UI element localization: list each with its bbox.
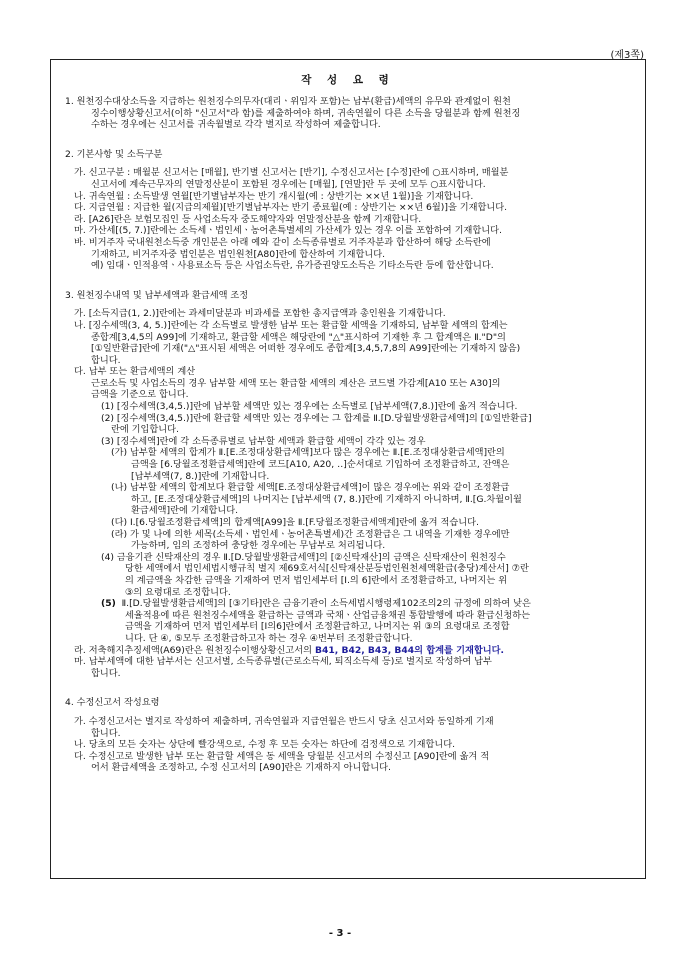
text-line: (가) 납부할 세액의 합계가 Ⅱ.[E.조정대상환급세액]보다 많은 경우에는 Ⅱ.[E.조정대상환급세액]란의 bbox=[111, 447, 505, 459]
section-title: 2. 기본사항 및 소득구분 bbox=[65, 148, 163, 160]
text-line: (1) [징수세액(3,4,5.)]란에 납부할 세액만 있는 경우에는 소득별로 [납부세액(7,8.)]란에 옮겨 적습니다. bbox=[101, 401, 518, 413]
text-line: 기재하고, 비거주자중 법인분은 법인원천[A80]란에 합산하여 기재합니다. bbox=[91, 248, 386, 260]
text-line: 나. 당초의 모든 숫자는 상단에 빨강색으로, 수정 후 모든 숫자는 하단에 검정색으로 기재합니다. bbox=[74, 739, 456, 751]
section-3 bbox=[65, 290, 635, 680]
document-heading: 작 성 요 령 bbox=[301, 74, 395, 86]
text-line: 마. 가산세[(5, 7.)]란에는 소득세ㆍ법인세ㆍ농어촌특별세의 가산세가 있는 경우 이를 포함하여 기재합니다. bbox=[74, 225, 502, 237]
text-line: 금액을 [6.당월조정환급세액]란에 코드[A10, A20, ‥]순서대로 기입하여 조정환급하고, 잔액은 bbox=[131, 459, 510, 471]
item-5-marker: (5) bbox=[101, 598, 116, 610]
page-number: - 3 - bbox=[328, 928, 352, 939]
text-line: 다. 지급연월 : 지급한 월(지급의제월)[반기별납부자는 반기 종료월(예 : 상반기는 ××년 6월)]을 기재합니다. bbox=[74, 202, 508, 214]
text-line: 마. 납부세액에 대한 납부서는 신고서별, 소득종류별(근로소득세, 퇴직소득세 등)로 별지로 작성하여 납부 bbox=[74, 656, 492, 668]
text-line: 세율적용에 따른 원천징수세액을 환급하는 금액과 국채ㆍ산업금융채권 통합발행에 따라 환급신청하는 bbox=[125, 609, 530, 621]
text-line: 어서 환급세액을 조정하고, 수정 신고서의 [A90]란은 기재하지 아니합니다. bbox=[91, 762, 391, 774]
highlight-text: B41, B42, B43, B44의 합계를 기재합니다. bbox=[314, 644, 504, 656]
text-line: 가. [소득지급(1, 2.)]란에는 과세미달분과 비과세를 포함한 총지급액과 총인원을 기재합니다. bbox=[74, 308, 446, 320]
text-line-part: 라. 저축해지추징세액(A69)란은 원천징수이행상황신고서의 bbox=[74, 644, 315, 656]
text-line: [납부세액(7, 8.)]란에 기재합니다. bbox=[131, 470, 270, 482]
text-line: 예) 임대ㆍ인적용역ㆍ사용료소득 등은 사업소득란, 유가증권양도소득은 기타소득란 등에 합산합니다. bbox=[91, 260, 494, 272]
text-line: 가. 수정신고서는 별지로 작성하여 제출하며, 귀속연월과 지급연월은 반드시 당초 신고서와 동일하게 기재 bbox=[74, 715, 494, 727]
instruction-content bbox=[65, 96, 635, 774]
text-line: 다. 수정신고로 발생한 납부 또는 환급할 세액은 동 세액을 당월분 신고서의 수정신고 [A90]란에 옮겨 적 bbox=[74, 750, 490, 762]
text-line: 금액을 기준으로 합니다. bbox=[91, 389, 189, 401]
text-line: 의 계금액을 차감한 금액을 기재하여 먼저 법인세부터 [Ⅰ.의 6]란에서 조정환급하고, 나머지는 위 bbox=[125, 574, 508, 586]
text-line: 환급세액]란에 기재합니다. bbox=[131, 505, 239, 517]
text-line: 근로소득 및 사업소득의 경우 납부할 세액 또는 환급할 세액의 계산은 코드별 가감계[A10 또는 A30]의 bbox=[91, 377, 501, 389]
text-line: (라) 가 및 나에 의한 세목(소득세ㆍ법인세ㆍ농어촌특별세)간 조정환급은 그 내역을 기재한 경우에만 bbox=[111, 528, 510, 540]
section-title: 3. 원천징수내역 및 납부세액과 환급세액 조정 bbox=[65, 289, 249, 301]
text-line: 당한 세액에서 법인세법시행규칙 별지 제69호서식[신탁재산분등법인원천세액환급(충당)계산서] ⑦란 bbox=[125, 563, 529, 575]
text-line: 종합계[3,4,5의 A99]에 기재하고, 환급할 세액은 해당란에 "△"표시하여 기재한 후 그 합계액은 Ⅱ."D"의 bbox=[91, 331, 506, 343]
text-line: 수하는 경우에는 신고서를 귀속월별로 각각 별지로 작성하여 제출합니다. bbox=[91, 119, 381, 131]
text-line: 나. 귀속연월 : 소득발생 연월[반기별납부자는 반기 개시월(예 : 상반기는 ××년 1월)]을 기재합니다. bbox=[74, 190, 474, 202]
text-line: (다) Ⅰ.[6.당월조정환급세액]의 합계액[A99]을 Ⅱ.[F.당월조정환급세액계]란에 옮겨 적습니다. bbox=[111, 517, 479, 528]
text-line-part: Ⅱ.[D.당월발생환급세액]의 [③기타]란은 금융기관이 소득세법시행령제102조의2의 규정에 의하여 낮은 bbox=[121, 598, 531, 610]
text-line: ③의 요령대로 조정합니다. bbox=[125, 586, 231, 598]
text-line: 신고서에 계속근무자의 연말정산분이 포함된 경우에는 [매월], [연말]란 두 곳에 모두 ○표시합니다. bbox=[91, 178, 486, 190]
section-title: 4. 수정신고서 작성요령 bbox=[65, 697, 160, 709]
text-line: [①일반환급]란에 기재("△"표시된 세액은 어떠한 경우에도 종합계[3,4,5,7,8의 A99]란에는 기재하지 않음) bbox=[91, 343, 521, 355]
page-label: (제3쪽) bbox=[610, 50, 644, 61]
text-line: 금액을 기재하여 먼저 법인세부터 [Ⅰ의6]란에서 조정환급하고, 나머지는 위 ③의 요령대로 조정합 bbox=[125, 621, 510, 633]
text-line: 니다. 단 ④, ⑤모두 조정환급하고자 하는 경우 ④번부터 조정환급합니다. bbox=[125, 632, 413, 644]
section-2 bbox=[65, 149, 635, 272]
text-line: (나) 납부할 세액의 합계보다 환급할 세액[E.조정대상환급세액]이 많은 경우에는 위와 같이 조정환급 bbox=[111, 482, 510, 494]
text-line: 가능하며, 임의 조정하여 충당한 경우에는 무납부로 처리됩니다. bbox=[131, 540, 386, 552]
text-line: 라. [A26]란은 보험모집인 등 사업소득자 중도해약자와 연말정산분을 함께 기재합니다. bbox=[74, 213, 422, 225]
text-line: 바. 비거주자 국내원천소득중 개인분은 아래 예와 같이 소득종류별로 거주자분과 합산하여 해당 소득란에 bbox=[74, 236, 491, 248]
text-line: (3) [징수세액]란에 각 소득종류별로 납부할 세액과 환급할 세액이 각각 있는 경우 bbox=[101, 435, 426, 447]
text-line: 하고, [E.조정대상환급세액]의 나머지는 [납부세액 (7, 8.)]란에 기재하지 아니하며, Ⅱ.[G.차월이월 bbox=[131, 493, 522, 505]
text-line: 합니다. bbox=[91, 667, 121, 679]
text-line: 1. 원천징수대상소득을 지급하는 원천징수의무자(대리ㆍ위임자 포함)는 납부(환급)세액의 유무와 관계없이 원천 bbox=[65, 96, 511, 107]
text-line: (2) [징수세액(3,4,5.)]란에 환급할 세액만 있는 경우에는 그 합계를 Ⅱ.[D.당월발생환급세액]의 [①일반환급] bbox=[101, 412, 532, 424]
text-line bbox=[65, 598, 635, 610]
text-line bbox=[65, 645, 635, 657]
text-line: 징수이행상황신고서(이하 "신고서"라 함)를 제출하여야 하며, 귀속연월이 다른 소득을 당월분과 함께 원천징 bbox=[91, 107, 521, 119]
text-line: 란에 기입합니다. bbox=[111, 424, 179, 436]
text-line: 합니다. bbox=[91, 354, 121, 366]
text-line: (4) 금융기관 신탁재산의 경우 Ⅱ.[D.당월발생환급세액]의 [②신탁재산]의 금액은 신탁재산이 원천징수 bbox=[101, 551, 506, 563]
section-1 bbox=[65, 96, 635, 131]
text-line: 나. [징수세액(3, 4, 5.)]란에는 각 소득별로 발생한 납부 또는 환급할 세액을 기재하되, 납부할 세액의 합계는 bbox=[74, 319, 508, 331]
text-line: 가. 신고구분 : 매월분 신고서는 [매월], 반기별 신고서는 [반기], 수정신고서는 [수정]란에 ○표시하며, 매월분 bbox=[74, 167, 509, 179]
text-line: 합니다. bbox=[91, 727, 121, 739]
text-line: 다. 납부 또는 환급세액의 계산 bbox=[74, 366, 196, 378]
section-4 bbox=[65, 697, 635, 774]
instruction-frame bbox=[50, 59, 646, 879]
